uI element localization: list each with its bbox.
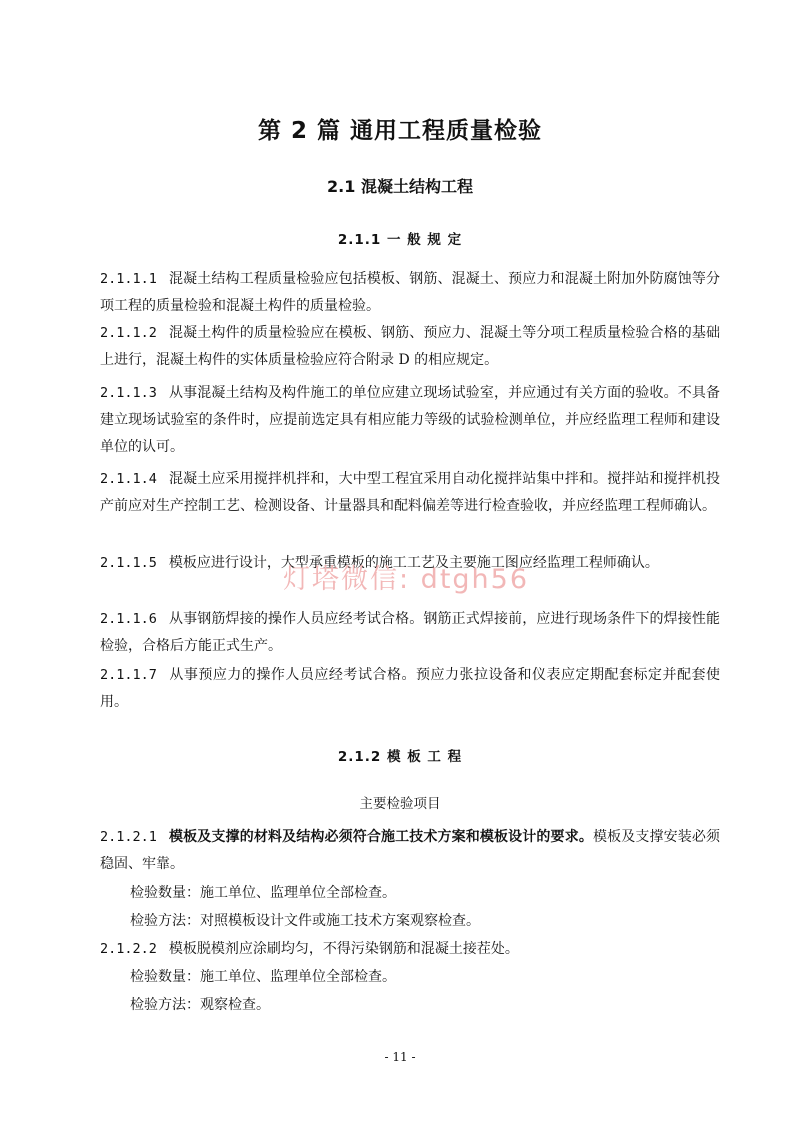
clause-number: 2.1.1.5 xyxy=(100,555,157,571)
clause-2-1-1-7 xyxy=(100,662,720,716)
clause-text: 模板脱模剂应涂刷均匀，不得污染钢筋和混凝土接茬处。 xyxy=(168,941,519,957)
clause-2-1-1-5 xyxy=(100,550,720,577)
inspection-method: 检验方法：对照模板设计文件或施工技术方案观察检查。 xyxy=(130,913,480,929)
clause-2-1-2-1 xyxy=(100,824,720,878)
watermark: 灯塔微信: dtgh56 xyxy=(283,564,530,595)
clause-2-1-1-6 xyxy=(100,606,720,660)
clause-2-1-1-4 xyxy=(100,466,720,520)
clause-text: 从事预应力的操作人员应经考试合格。预应力张拉设备和仪表应定期配套标定并配套使用。 xyxy=(100,667,720,710)
clause-number: 2.1.1.2 xyxy=(100,325,157,341)
clause-text: 模板应进行设计，大型承重模板的施工工艺及主要施工图应经监理工程师确认。 xyxy=(168,555,659,571)
page-number: - 11 - xyxy=(384,1050,416,1064)
inspection-quantity: 检验数量：施工单位、监理单位全部检查。 xyxy=(130,969,396,985)
clause-text: 模板及支撑安装必须稳固、牢靠。 xyxy=(100,829,720,872)
clause-text: 从事混凝土结构及构件施工的单位应建立现场试验室，并应通过有关方面的验收。不具备建立现场试验室的条件时，应提前选定具有相应能力等级的试验检测单位，并应经监理工程师和建设单位的认可。 xyxy=(100,385,720,455)
clause-2-1-1-3 xyxy=(100,380,720,461)
clause-text: 混凝土构件的质量检验应在模板、钢筋、预应力、混凝土等分项工程质量检验合格的基础上进行，混凝土构件的实体质量检验应符合附录 D 的相应规定。 xyxy=(100,325,720,368)
clause-number: 2.1.2.2 xyxy=(100,941,157,957)
clause-text: 从事钢筋焊接的操作人员应经考试合格。钢筋正式焊接前，应进行现场条件下的焊接性能检验，合格后方能正式生产。 xyxy=(100,611,720,654)
clause-text: 混凝土结构工程质量检验应包括模板、钢筋、混凝土、预应力和混凝土附加外防腐蚀等分项工程的质量检验和混凝土构件的质量检验。 xyxy=(100,271,720,314)
inspection-method: 检验方法：观察检查。 xyxy=(130,997,270,1013)
subsection-title-2-1-2: 2.1.2 模 板 工 程 xyxy=(337,749,463,765)
clause-number: 2.1.1.4 xyxy=(100,471,157,487)
clause-2-1-1-1 xyxy=(100,266,720,320)
clause-number: 2.1.1.3 xyxy=(100,385,157,401)
clause-text: 混凝土应采用搅拌机拌和，大中型工程宜采用自动化搅拌站集中拌和。搅拌站和搅拌机投产前应对生产控制工艺、检测设备、计量器具和配料偏差等进行检查验收，并应经监理工程师确认。 xyxy=(100,471,720,514)
inspection-quantity: 检验数量：施工单位、监理单位全部检查。 xyxy=(130,885,396,901)
clause-bold-text: 模板及支撑的材料及结构必须符合施工技术方案和模板设计的要求。 xyxy=(168,829,593,845)
subsection-title-2-1-1: 2.1.1 一 般 规 定 xyxy=(337,232,463,248)
clause-2-1-1-2 xyxy=(100,320,720,374)
clause-number: 2.1.2.1 xyxy=(100,829,157,845)
clause-2-1-2-2 xyxy=(100,936,720,963)
section-title: 2.1 混凝土结构工程 xyxy=(327,177,473,196)
clause-number: 2.1.1.7 xyxy=(100,667,157,683)
clause-number: 2.1.1.1 xyxy=(100,271,157,287)
main-inspection-items-label: 主要检验项目 xyxy=(359,796,441,812)
clause-number: 2.1.1.6 xyxy=(100,611,157,627)
part-title: 第 2 篇 通用工程质量检验 xyxy=(257,118,543,144)
